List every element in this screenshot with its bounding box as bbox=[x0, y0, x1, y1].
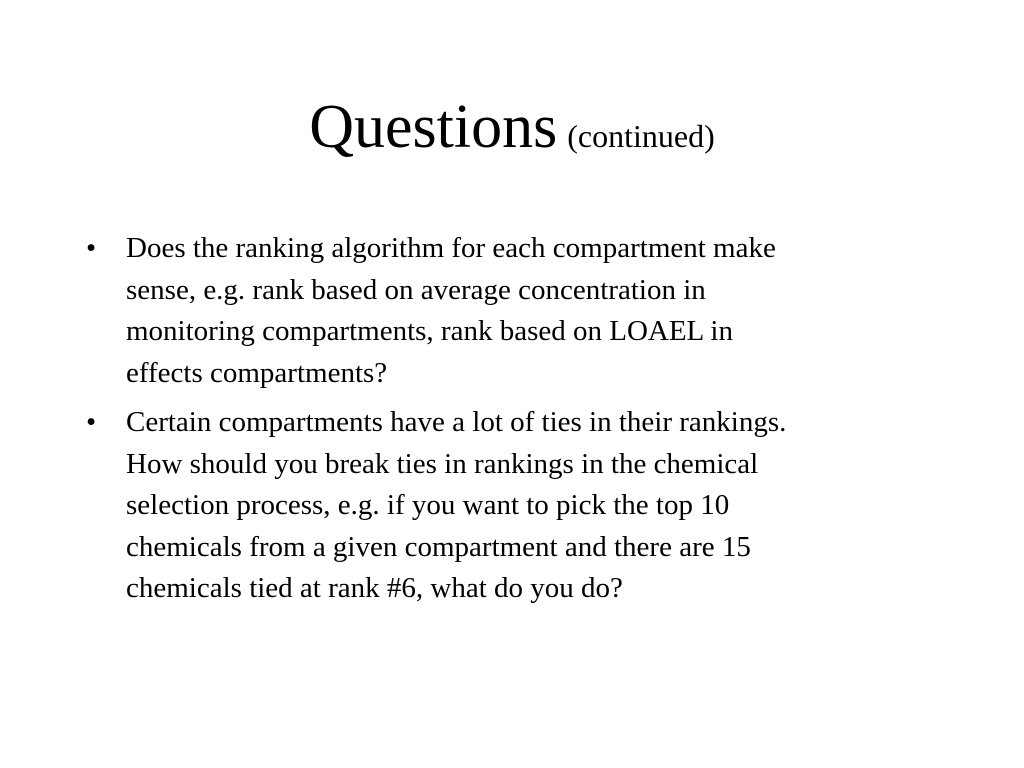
bullet-line: chemicals from a given compartment and there are 15 bbox=[126, 530, 751, 563]
bullet-line: effects compartments? bbox=[126, 356, 388, 389]
slide-title-suffix: (continued) bbox=[567, 118, 715, 154]
bullet-line: Does the ranking algorithm for each compartment make bbox=[126, 232, 776, 264]
bullet-line: sense, e.g. rank based on average concentration in bbox=[126, 273, 706, 306]
bullet-line: monitoring compartments, rank based on LOAEL in bbox=[126, 315, 733, 347]
slide-title bbox=[0, 93, 1024, 161]
bullet-item bbox=[86, 228, 926, 394]
bullet-list bbox=[86, 228, 926, 618]
bullet-icon: • bbox=[86, 232, 97, 264]
bullet-line: Certain compartments have a lot of ties in their rankings. bbox=[126, 406, 787, 438]
bullet-line: selection process, e.g. if you want to pick the top 10 bbox=[126, 489, 730, 521]
bullet-icon: • bbox=[86, 406, 97, 438]
bullet-line: How should you break ties in rankings in the chemical bbox=[126, 447, 759, 480]
bullet-line: chemicals tied at rank #6, what do you do? bbox=[126, 572, 623, 604]
slide-title-main: Questions bbox=[309, 93, 558, 161]
bullet-item bbox=[86, 402, 926, 610]
